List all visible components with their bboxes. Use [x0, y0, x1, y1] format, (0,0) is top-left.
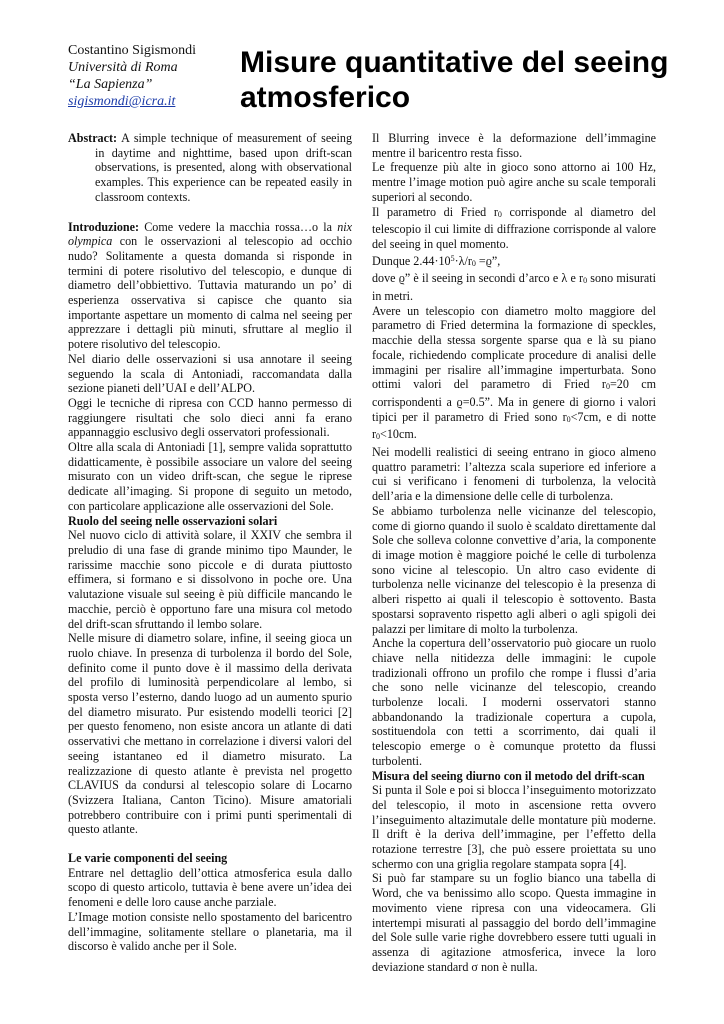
speckle-text-4: <10cm. — [380, 427, 417, 442]
abstract-label: Abstract: — [68, 131, 118, 145]
superscript: 5 — [450, 253, 455, 263]
intro-paragraph-4: Oltre alla scala di Antoniadi [1], sempre valida soprattutto didatticamente, è possibile associare un valore del seeing misurato con un video drift-scan, che segue le riprese dedicate all’imaging. Si propone di seguito un metodo, con particolare applicazione alle osservazioni del Sole. — [68, 440, 352, 513]
section-heading-drift: Misura del seeing diurno con il metodo del drift-scan — [372, 768, 645, 783]
intro-paragraph-2: Nel diario delle osservazioni si usa annotare il seeing seguendo la scala di Antoniadi, raccomandata dalla sezione pianeti dell’UAI e dell’ALPO. — [68, 351, 352, 396]
author-block — [68, 42, 228, 110]
left-column — [68, 131, 352, 954]
fried-text: Il parametro di Fried r — [372, 204, 498, 219]
blurring-paragraph: Il Blurring invece è la deformazione dell’immagine mentre il baricentro resta fisso. — [372, 131, 656, 160]
formula-text-2: ·λ/r — [454, 253, 472, 268]
speckle-text-3: <7cm, e di notte r — [372, 409, 656, 442]
right-column — [372, 131, 656, 974]
formula-line — [372, 252, 656, 272]
turbulence-paragraph: Se abbiamo turbolenza nelle vicinanze del telescopio, come di giorno quando il suolo è scaldato direttamente dal Sole che solleva colonne convettive d’aria, la componente di image motion è maggiore poiché le celle di turbolenza sono vicine al telescopio. Un altro caso evidente di turbolenza nelle vicinanze del telescopio è la presenza di alberi rispetto ai quali il telescopio è sottovento. Basta spostarsi sopravento rispetto agli alberi o agli spigoli dei palazzi per limitare di molto la turbolenza. — [372, 503, 656, 636]
fried-text-cont: corrisponde al diametro del telescopio il cui limite di diffrazione corrisponde al valore del seeing in quel momento. — [372, 204, 656, 251]
formula-text: Dunque 2.44·10 — [372, 253, 451, 268]
componenti-paragraph-2: L’Image motion consiste nello spostamento del baricentro dell’immagine, solitamente stellare o planetaria, ma il discorso è valido anche per il Sole. — [68, 909, 352, 954]
ruolo-paragraph-1: Nel nuovo ciclo di attività solare, il XXIV che sembra il preludio di una fase di grande minimo tipo Maunder, le rarissime macchie sono piccole e di durata piuttosto effimera, si formano e si dissolvono in poche ore. Una valutazione visuale sul seeing è più difficile mancando le macchie, perciò è opportuno fare una misura col metodo del drift-scan sfruttando il lembo solare. — [68, 528, 352, 631]
intro-text: Come vedere la macchia rossa…o la — [144, 219, 333, 234]
drift-paragraph-2: Si può far stampare su un foglio bianco una tabella di Word, che va benissimo allo scopo. Questa immagine in movimento viene ripresa con una videocamera. Gli intertempi misurati al passaggio del bordo dell’immagine del Sole sulle varie righe dovrebbero essere tutti uguali in assenza di agitazione atmosferica, invece la loro deviazione standard σ non è nulla. — [372, 871, 656, 974]
drift-paragraph-1: Si punta il Sole e poi si blocca l’inseguimento motorizzato del telescopio, il moto in ascensione retta ovvero l’inseguimento altazimutale delle montature più moderne. Il drift è la deriva dell’immagine, per l’effetto della rotazione terrestre [3], che può essere proiettata su uno schermo con una griglia regolare stampata sopra [4]. — [372, 783, 656, 871]
formula-text-3: =ϱ”, — [478, 253, 501, 268]
intro-italic: nix olympica — [68, 219, 353, 249]
ruolo-paragraph-2: Nelle misure di diametro solare, infine, il seeing gioca un ruolo chiave. In presenza di turbolenza il bordo del Sole, definito come il punto dove è il massimo della derivata del profilo di luminosità perpendicolare al lembo, si sposta verso l’esterno, dando luogo ad un aumento spurio del diametro misurato. Pur esistendo modelli teorici [2] per questo fenomeno, non esiste ancora un atlante di dati osservativi che mettano in correlazione i diversi valori del seeing istantaneo ed il diametro misurato. La realizzazione di questo atlante è prevista nel progetto CLAVIUS da condursi al telescopio solare di Locarno (Svizzera Italiana, Canton Ticino). Misure amatoriali potrebbero contribuire con i primi punti sperimentali di questo atlante. — [68, 631, 352, 837]
intro-paragraph-3: Oggi le tecniche di ripresa con CCD hanno permesso di raggiungere risultati che solo dieci anni fa erano appannaggio esclusivo degli osservatori professionali. — [68, 395, 352, 440]
subscript: 0 — [566, 414, 571, 424]
author-affiliation-2: “La Sapienza” — [68, 77, 153, 92]
frequency-paragraph: Le frequenze più alte in gioco sono attorno ai 100 Hz, mentre l’image motion può agire anche su scale temporali superiori al secondo. — [372, 160, 656, 204]
observatory-paragraph: Anche la copertura dell’osservatorio può giocare un ruolo chiave nella nitidezza delle immagini: le cupole tradizionali offrono un profilo che rompe i flussi d’aria che sono nelle vicinanze del telescopio, creando turbolenze locali. I moderni osservatori stanno abbandonando la tradizionale copertura a cupola, sostituendola con tetti a scorrimento, dai quali il telescopio emerge o è comunque protetto da flussi turbolenti. — [372, 636, 656, 768]
abstract-text: A simple technique of measurement of seeing in daytime and nighttime, based upon drift-scan observations, is presented, along with observational examples. This experience can be repeated easily in classroom contexts. — [95, 131, 353, 204]
intro-text-cont: con le osservazioni al telescopio ad occhio nudo? Solitamente a questa domanda si risponde in termini di potere risolutivo del telescopio, e dunque di diametro dell’obbiettivo. Tuttavia maturando un po’ di esperienza osservativa si capisce che quanto sia importante aspettare un momento di calma nel seeing per apprezzare i dettagli più minuti, sfruttare al meglio il potere risolutivo del telescopio. — [68, 234, 352, 352]
subscript: 0 — [497, 209, 502, 219]
subscript: 0 — [471, 258, 476, 268]
author-email-link[interactable]: sigismondi@icra.it — [68, 94, 176, 109]
fried-paragraph — [372, 205, 656, 252]
subscript: 0 — [376, 432, 381, 442]
units-text-cont: sono misurati in metri. — [372, 271, 656, 304]
models-paragraph: Nei modelli realistici di seeing entrano in gioco almeno quattro parametri: l’altezza scala superiore ed inferiore a cui si verificano i fenomeni di turbolenza, la velocità dell’aria e la dimensione delle celle di turbolenza. — [372, 445, 656, 504]
abstract — [68, 131, 352, 205]
speckle-text-2: =20 cm corrispondenti a ϱ=0.5”. Ma in genere di giorno i valori tipici per il parametro di Fried sono r — [372, 377, 657, 424]
intro-label: Introduzione: — [68, 219, 140, 234]
section-heading-componenti: Le varie componenti del seeing — [68, 851, 228, 866]
section-heading-ruolo: Ruolo del seeing nelle osservazioni solari — [68, 513, 278, 528]
speckle-text: Avere un telescopio con diametro molto maggiore del parametro di Fried determina la formazione di speckles, macchie della stessa sorgente sparse qua e là su piano focale, richiedendo complicate procedure di analisi delle immagini per risalire all’immagine imperturbata. Sono ottimi valori del parametro di Fried r — [372, 303, 656, 392]
paper-title: Misure quantitative del seeing atmosferico — [240, 46, 669, 114]
author-name: Costantino Sigismondi — [68, 43, 196, 58]
units-paragraph — [372, 271, 656, 303]
componenti-paragraph-1: Entrare nel dettaglio dell’ottica atmosferica esula dallo scopo di questo articolo, tuttavia è bene avere un’idea dei fenomeni e delle loro cause anche parziale. — [68, 865, 352, 910]
subscript: 0 — [583, 276, 588, 286]
speckle-paragraph — [372, 304, 656, 445]
subscript: 0 — [605, 382, 610, 392]
units-text: dove ϱ” è il seeing in secondi d’arco e λ e r — [372, 271, 584, 286]
intro-paragraph — [68, 220, 352, 352]
author-affiliation: Università di Roma — [68, 60, 178, 75]
